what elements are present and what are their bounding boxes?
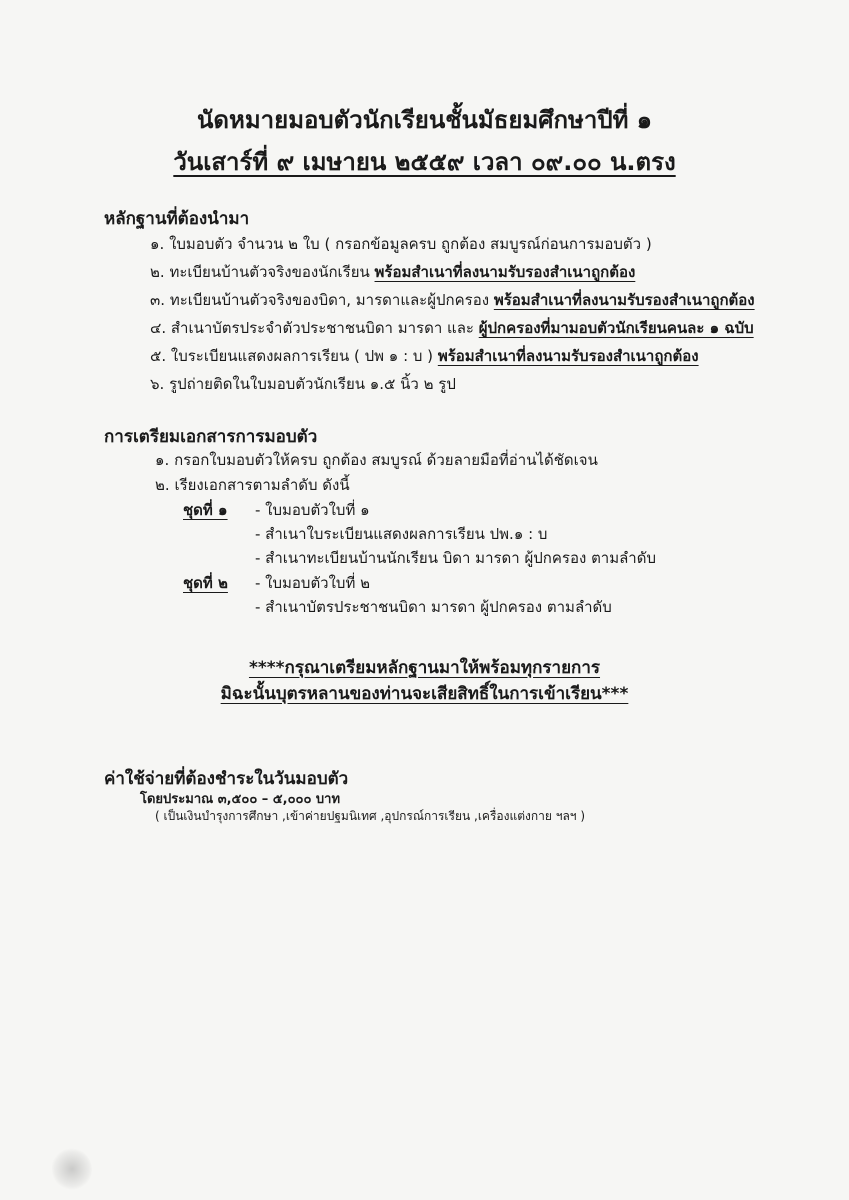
item-number: ๓. bbox=[150, 291, 166, 309]
prep-item-1 bbox=[155, 448, 598, 472]
item-emphasis: พร้อมสำเนาที่ลงนามรับรองสำเนาถูกต้อง bbox=[437, 347, 699, 365]
item-number: ๑. bbox=[150, 235, 165, 253]
evidence-item-2 bbox=[150, 260, 635, 284]
item-emphasis: ผู้ปกครองที่มามอบตัวนักเรียนคนละ ๑ ฉบับ bbox=[478, 319, 754, 337]
set2-line-1 bbox=[183, 571, 370, 595]
evidence-item-6 bbox=[150, 372, 456, 396]
item-text: ทะเบียนบ้านตัวจริงของนักเรียน bbox=[169, 263, 375, 281]
set1-label: ชุดที่ ๑ bbox=[183, 501, 228, 519]
warning-text-2: มิฉะนั้นบุตรหลานของท่านจะเสียสิทธิ์ในการเข้าเรียน*** bbox=[220, 684, 629, 704]
item-text: รูปถ่ายติดในใบมอบตัวนักเรียน ๑.๕ นิ้ว ๒ รูป bbox=[169, 375, 456, 393]
evidence-item-5 bbox=[150, 344, 699, 368]
item-number: ๒. bbox=[155, 476, 170, 494]
document-title: นัดหมายมอบตัวนักเรียนชั้นมัธยมศึกษาปีที่ ๑ bbox=[197, 106, 652, 134]
prep-heading: การเตรียมเอกสารการมอบตัว bbox=[104, 427, 318, 447]
item-number: ๑. bbox=[155, 451, 170, 469]
item-text: ทะเบียนบ้านตัวจริงของบิดา, มารดาและผู้ปกครอง bbox=[169, 291, 494, 309]
set1-line-1 bbox=[183, 498, 370, 522]
item-text: กรอกใบมอบตัวให้ครบ ถูกต้อง สมบูรณ์ ด้วยลายมือที่อ่านได้ชัดเจน bbox=[174, 451, 598, 469]
evidence-item-3 bbox=[150, 288, 755, 312]
evidence-item-1 bbox=[150, 232, 652, 256]
prep-item-2 bbox=[155, 473, 350, 497]
cost-amount: โดยประมาณ ๓,๕๐๐ – ๕,๐๐๐ บาท bbox=[140, 792, 341, 807]
item-number: ๒. bbox=[150, 263, 165, 281]
set2-line-2: - สำเนาบัตรประชาชนบิดา มารดา ผู้ปกครอง ตามลำดับ bbox=[255, 598, 612, 616]
item-text: ใบระเบียนแสดงผลการเรียน ( ปพ ๑ : บ ) bbox=[170, 347, 438, 365]
item-number: ๔. bbox=[150, 319, 167, 337]
warning-line-1 bbox=[0, 654, 849, 681]
cost-heading: ค่าใช้จ่ายที่ต้องชำระในวันมอบตัว bbox=[104, 769, 349, 789]
appointment-date: วันเสาร์ที่ ๙ เมษายน ๒๕๕๙ เวลา ๐๙.๐๐ น.ตรง bbox=[173, 148, 676, 176]
warning-line-2 bbox=[0, 680, 849, 707]
set2-label: ชุดที่ ๒ bbox=[183, 574, 228, 592]
scan-smudge bbox=[52, 1148, 92, 1190]
set-line-text: - ใบมอบตัวใบที่ ๑ bbox=[255, 501, 370, 519]
item-emphasis: พร้อมสำเนาที่ลงนามรับรองสำเนาถูกต้อง bbox=[374, 263, 636, 281]
set-line-text: - ใบมอบตัวใบที่ ๒ bbox=[255, 574, 370, 592]
evidence-item-4 bbox=[150, 316, 754, 340]
set1-line-3: - สำเนาทะเบียนบ้านนักเรียน บิดา มารดา ผู้ปกครอง ตามลำดับ bbox=[255, 549, 656, 567]
item-emphasis: พร้อมสำเนาที่ลงนามรับรองสำเนาถูกต้อง bbox=[493, 291, 755, 309]
item-number: ๖. bbox=[150, 375, 165, 393]
set1-line-2: - สำเนาใบระเบียนแสดงผลการเรียน ปพ.๑ : บ bbox=[255, 525, 548, 543]
item-text: ใบมอบตัว จำนวน ๒ ใบ ( กรอกข้อมูลครบ ถูกต้อง สมบูรณ์ก่อนการมอบตัว ) bbox=[169, 235, 652, 253]
item-number: ๕. bbox=[150, 347, 167, 365]
item-text: สำเนาบัตรประจำตัวประชาชนบิดา มารดา และ bbox=[170, 319, 479, 337]
item-text: เรียงเอกสารตามลำดับ ดังนี้ bbox=[174, 476, 350, 494]
cost-note: ( เป็นเงินบำรุงการศึกษา ,เข้าค่ายปฐมนิเทศ ,อุปกรณ์การเรียน ,เครื่องแต่งกาย ฯลฯ ) bbox=[155, 809, 586, 823]
warning-text-1: ****กรุณาเตรียมหลักฐานมาให้พร้อมทุกรายการ bbox=[248, 658, 601, 678]
evidence-heading: หลักฐานที่ต้องนำมา bbox=[104, 209, 250, 229]
